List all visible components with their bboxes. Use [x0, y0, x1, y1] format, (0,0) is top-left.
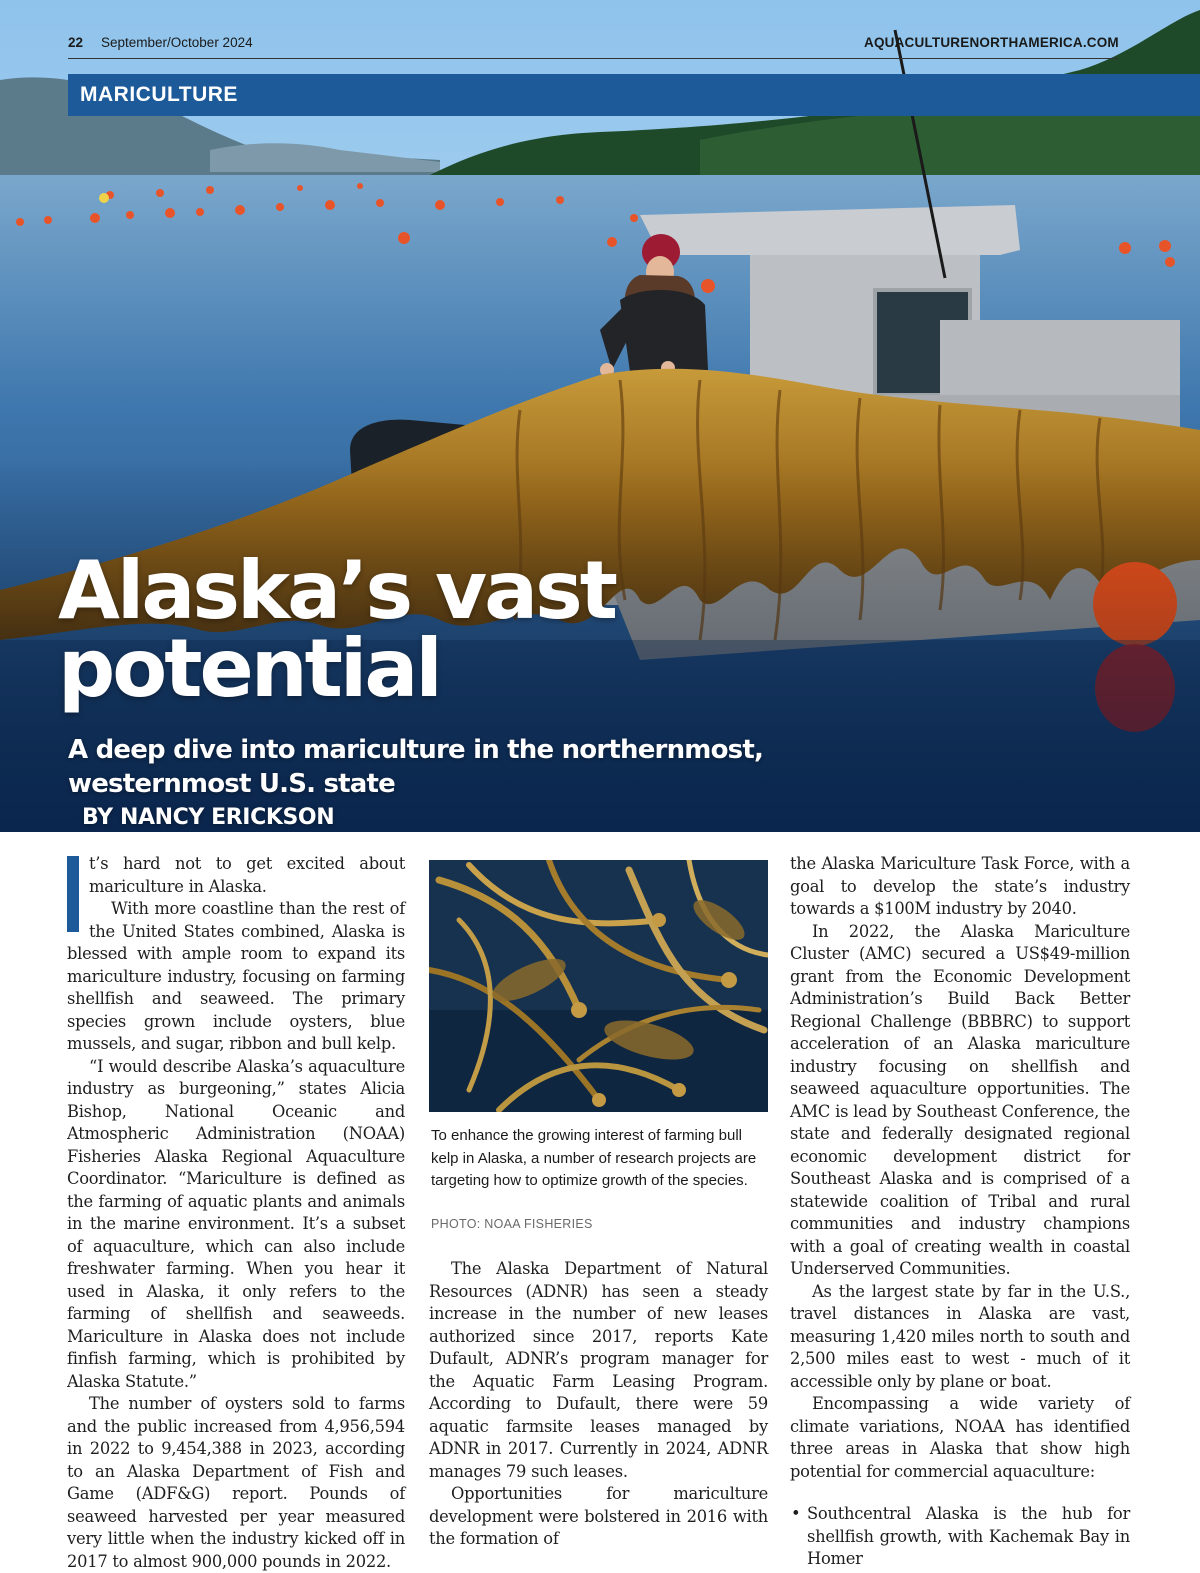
headline-line: Alaska’s vast: [58, 544, 615, 637]
header-rule: [68, 58, 1118, 59]
body-paragraph: The Alaska Department of Natural Resources (ADNR) has seen a steady increase in the number of new leases authorized since 2017, reports Kate Dufault, ADNR’s program manager for the Aquatic Farm Leasing Program. According to Dufault, there were 59 aquatic farmsite leases managed by ADNR in 2017. Currently in 2024, ADNR manages 79 such leases.: [429, 1259, 768, 1481]
body-paragraph: In 2022, the Alaska Mariculture Cluster (AMC) secured a US$49-million grant from the Economic Development Administration’s Build Back Better Regional Challenge (BBBRC) to support acceleration of an Alaska mariculture industry focusing on shellfish and seaweed aquaculture opportunities. The AMC is lead by Southeast Conference, the state and federally designated regional economic development district for Southeast Alaska and is comprised of a statewide coalition of Tribal and rural communities and industry champions with a goal of creating wealth in coastal Underserved Communities.: [790, 921, 1130, 1278]
bullet-list: [790, 1503, 1130, 1571]
dropcap: [67, 856, 79, 932]
body-paragraph: Opportunities for mariculture development were bolstered in 2016 with the formation of: [429, 1484, 768, 1548]
body-paragraph: “I would describe Alaska’s aquaculture industry as burgeoning,” states Alicia Bishop, National Oceanic and Atmospheric Administration (NOAA) Fisheries Alaska Regional Aquaculture Coordinator. “Mariculture is defined as the farming of aquatic plants and animals in the marine environment. It’s a subset of aquaculture, which can also include freshwater farming. When you hear it used in Alaska, it only refers to the farming of shellfish and seaweeds. Mariculture in Alaska does not include finfish farming, which is prohibited by Alaska Statute.”: [67, 1056, 405, 1391]
paragraph-text: t’s hard not to get excited about mariculture in Alaska.: [89, 854, 405, 896]
body-column-3: [790, 853, 1130, 1571]
deck-line: A deep dive into mariculture in the northernmost,: [68, 735, 764, 765]
deck-line: [68, 767, 763, 835]
body-column-2: [429, 1258, 768, 1551]
deck-line-text: westernmost U.S. state: [68, 769, 395, 799]
body-paragraph: [67, 853, 405, 898]
site-url: AQUACULTURENORTHAMERICA.COM: [864, 35, 1119, 50]
kelp-photo-illustration: [429, 860, 768, 1112]
body-paragraph: The number of oysters sold to farms and the public increased from 4,956,594 in 2022 to 9,454,388 in 2023, according to an Alaska Department of Fish and Game (ADF&G) report. Pounds of seaweed harvested per year measured very little when the industry kicked off in 2017 to almost 900,000 pounds in 2022.: [67, 1394, 405, 1571]
body-paragraph: Encompassing a wide variety of climate variations, NOAA has identified three areas in Alaska that show high potential for commercial aquaculture:: [790, 1394, 1130, 1481]
page-number: 22: [68, 35, 84, 50]
byline: BY NANCY ERICKSON: [82, 805, 335, 830]
photo-credit: PHOTO: NOAA FISHERIES: [431, 1217, 593, 1231]
body-column-1: [67, 853, 405, 1573]
section-label: MARICULTURE: [80, 83, 238, 106]
body-paragraph: the Alaska Mariculture Task Force, with a goal to develop the state’s industry towards a $100M industry by 2040.: [790, 854, 1130, 918]
deck: [68, 733, 763, 835]
body-paragraph: With more coastline than the rest of the United States combined, Alaska is blessed with ample room to expand its mariculture industry, focusing on farming shellfish and seaweed. The primary species grown include oysters, blue mussels, and sugar, ribbon and bull kelp.: [67, 899, 405, 1053]
bullet-icon: •: [791, 1504, 801, 1523]
headline-line: potential: [58, 622, 440, 715]
headline: [58, 544, 615, 715]
bullet-text: Southcentral Alaska is the hub for shellfish growth, with Kachemak Bay in Homer: [807, 1504, 1130, 1568]
body-paragraph: As the largest state by far in the U.S., travel distances in Alaska are vast, measuring 1,420 miles north to south and 2,500 miles east to west - much of it accessible only by plane or boat.: [790, 1281, 1130, 1391]
issue-date: September/October 2024: [101, 35, 253, 50]
section-bar: [68, 74, 1200, 116]
kelp-photo: [429, 860, 768, 1112]
photo-caption: To enhance the growing interest of farming bull kelp in Alaska, a number of research projects are targeting how to optimize growth of the species.: [431, 1127, 757, 1189]
bullet-item: [790, 1503, 1130, 1571]
